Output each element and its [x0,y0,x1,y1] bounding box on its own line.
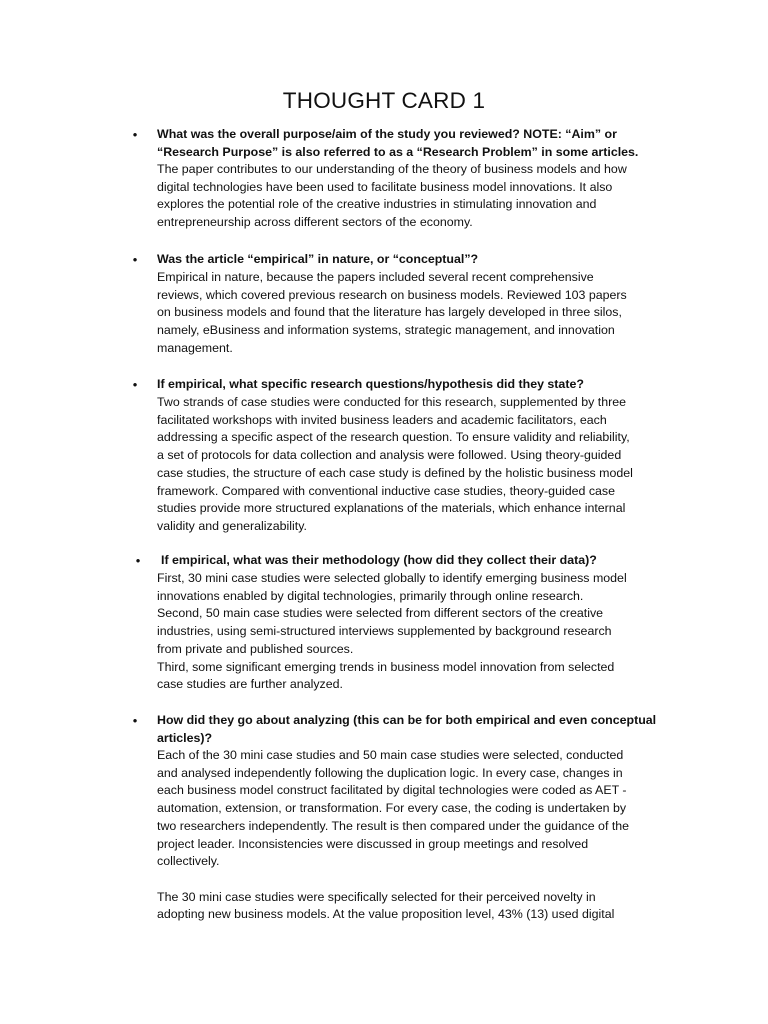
answer-text: The paper contributes to our understanding of the theory of business models and how digital technologies have been used to facilitate business model innovations. It also explores the potential role of the creative industries in stimulating innovation and entrepreneurship across different sectors of the economy. [157,162,627,230]
answer-text: First, 30 mini case studies were selected globally to identify emerging business model innovations enabled by digital technologies, primarily through online research. Second, 50 main case studies were selected from different sectors of the creative industries, using semi-structured interviews supplemented by background research from private and published sources. Third, some significant emerging trends in business model innovation from selected case studies are further analyzed. [157,571,627,692]
document-title: THOUGHT CARD 1 [282,88,486,113]
question-text: Was the article “empirical” in nature, or “conceptual”? [157,252,479,266]
question-text: If empirical, what specific research questions/hypothesis did they state? [157,377,584,391]
bullet-marker: • [132,713,138,728]
question-text: What was the overall purpose/aim of the study you reviewed? NOTE: “Aim” or “Research Purpose” is also referred to as a “Research Problem” in some articles. [157,127,639,159]
answer-text: Empirical in nature, because the papers included several recent comprehensive reviews, which covered previous research on business models. Reviewed 103 papers on business models and found that the literature has largely developed in three silos, namely, eBusiness and information systems, strategic management, and innovation management. [157,270,627,355]
bullet-marker: • [132,127,138,142]
question-text: If empirical, what was their methodology (how did they collect their data)? [161,553,597,567]
question-text: How did they go about analyzing (this can be for both empirical and even conceptual articles)? [157,713,657,745]
answer-text: Each of the 30 mini case studies and 50 main case studies were selected, conducted and analysed independently following the duplication logic. In every case, changes in each business model construct facilitated by digital technologies were coded as AET - automation, extension, or transformation. For every case, the coding is undertaken by two researchers independently. The result is then compared under the guidance of the project leader. Inconsistencies were discussed in group meetings and resolved collectively. The 30 mini case studies were specifically selected for their perceived novelty in adopting new business models. At the value proposition level, 43% (13) used digital [157,748,630,922]
bullet-marker: • [132,377,138,392]
answer-text: Two strands of case studies were conducted for this research, supplemented by three facilitated workshops with invited business leaders and academic facilitators, each addressing a specific aspect of the research question. To ensure validity and reliability, a set of protocols for data collection and analysis were followed. Using theory-guided case studies, the structure of each case study is defined by the holistic business model framework. Compared with conventional inductive case studies, theory-guided case studies provide more structured explanations of the materials, which enhance internal validity and generalizability. [157,395,633,533]
bullet-marker: • [135,553,141,568]
bullet-marker: • [132,252,138,267]
